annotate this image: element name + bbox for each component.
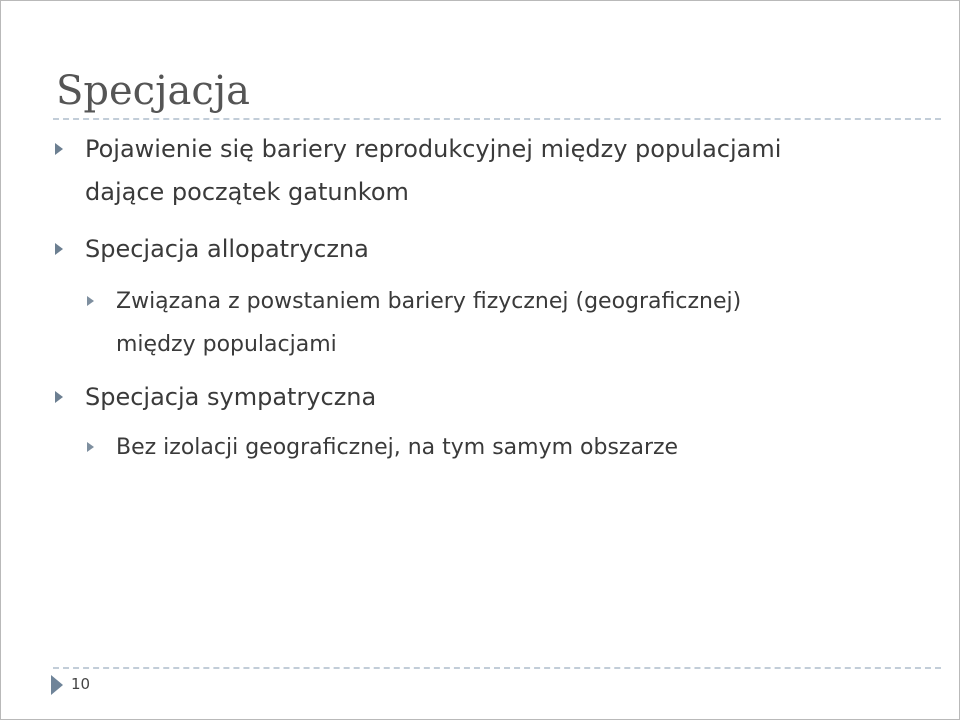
sub-bullet-line: Związana z powstaniem bariery fizycznej (geograficznej) <box>116 289 742 314</box>
sub-bullet-arrow-icon <box>87 442 94 452</box>
page-marker-icon <box>51 675 63 695</box>
slide-title: Specjacja <box>56 68 250 114</box>
footer-divider <box>53 667 941 669</box>
bullet-line: Pojawienie się bariery reprodukcyjnej między populacjami <box>85 135 782 163</box>
bullet-line: Specjacja allopatryczna <box>85 235 369 263</box>
sub-bullet-line: między populacjami <box>116 332 337 357</box>
bullet-arrow-icon <box>55 391 63 403</box>
bullet-item <box>85 228 935 271</box>
sub-bullet-arrow-icon <box>87 296 94 306</box>
title-divider <box>53 118 941 120</box>
bullet-item <box>85 128 935 214</box>
bullet-arrow-icon <box>55 243 63 255</box>
bullet-arrow-icon <box>55 143 63 155</box>
sub-bullet-line: Bez izolacji geograficznej, na tym samym obszarze <box>116 435 679 460</box>
page-number: 10 <box>71 675 91 693</box>
sub-bullet-item <box>116 426 936 469</box>
bullet-line: Specjacja sympatryczna <box>85 383 377 411</box>
sub-bullet-item <box>116 280 936 366</box>
bullet-line: dające początek gatunkom <box>85 178 409 206</box>
bullet-item <box>85 376 935 419</box>
